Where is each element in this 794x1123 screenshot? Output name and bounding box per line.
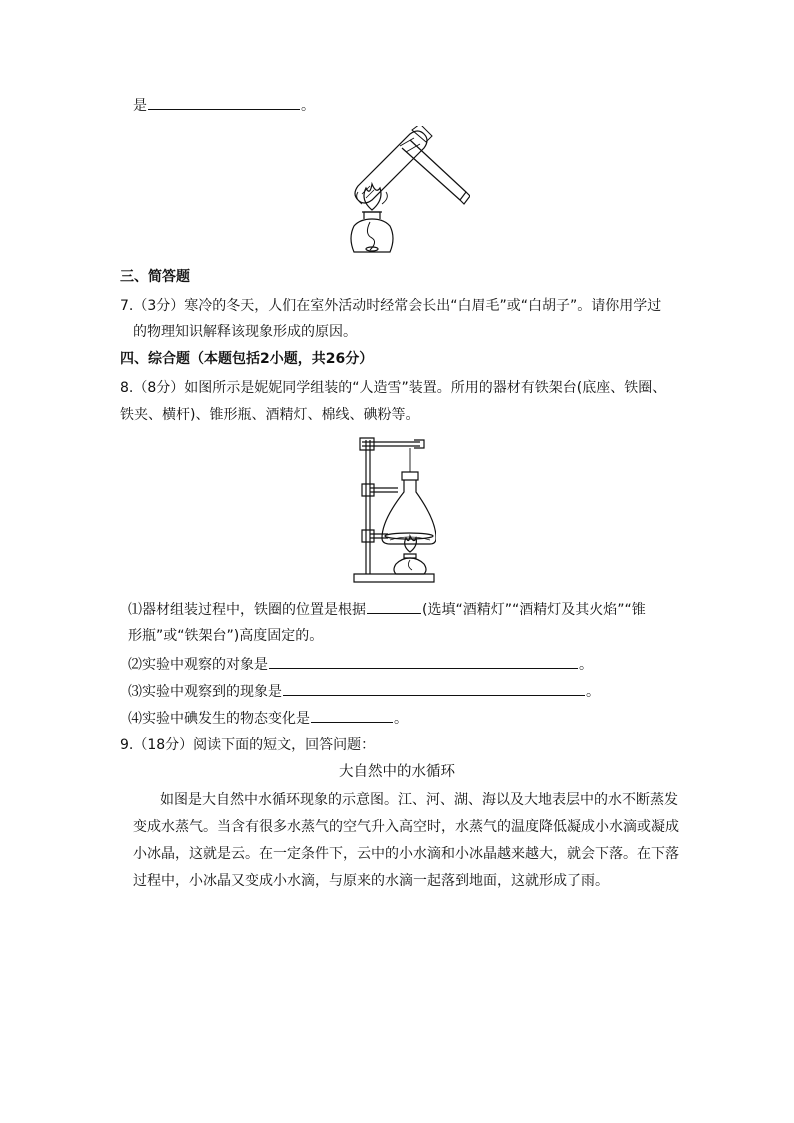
q8-sub3-text: ⑶实验中观察到的现象是: [128, 684, 282, 700]
section-3-heading: 三、简答题: [120, 269, 190, 285]
artificial-snow-apparatus-figure: [352, 434, 436, 586]
q8-sub1-line-2: 形瓶”或“铁架台”)高度固定的。: [128, 628, 324, 644]
q8-line-2: 铁夹、横杆)、锥形瓶、酒精灯、棉线、碘粉等。: [120, 407, 420, 423]
q7-line-1: 7.（3分）寒冷的冬天，人们在室外活动时经常会长出“白眉毛”或“白胡子”。请你用学过: [120, 298, 662, 314]
q8-line-1: 8.（8分）如图所示是妮妮同学组装的“人造雪”装置。所用的器材有铁架台(底座、铁圈、: [120, 380, 667, 396]
q8-sub3-suffix: 。: [586, 684, 600, 700]
q9-paragraph-line-1: 如图是大自然中水循环现象的示意图。江、河、湖、海以及大地表层中的水不断蒸发: [160, 792, 678, 808]
q8-sub4-text: ⑷实验中碘发生的物态变化是: [128, 711, 310, 727]
q8-sub1-blank[interactable]: [367, 599, 421, 614]
q6-prefix: 是: [133, 98, 147, 114]
q7-line-2: 的物理知识解释该现象形成的原因。: [133, 324, 357, 340]
q8-sub2-line: [128, 654, 593, 675]
q6-answer-line: [133, 95, 315, 116]
q8-sub2-suffix: 。: [579, 657, 593, 673]
test-tube-heating-figure: [340, 126, 470, 258]
q6-blank[interactable]: [148, 95, 300, 110]
q9-line-1: 9.（18分）阅读下面的短文，回答问题：: [120, 737, 376, 753]
q8-sub2-text: ⑵实验中观察的对象是: [128, 657, 268, 673]
q8-sub4-line: [128, 708, 408, 729]
q9-paragraph-line-3: 小冰晶，这就是云。在一定条件下，云中的小水滴和小冰晶越来越大，就会下落。在下落: [133, 846, 679, 862]
q8-sub2-blank[interactable]: [269, 654, 578, 669]
q8-sub1-text-a: ⑴器材组装过程中，铁圈的位置是根据: [128, 602, 366, 618]
q9-paragraph-line-4: 过程中，小冰晶又变成小水滴，与原来的水滴一起落到地面，这就形成了雨。: [133, 873, 609, 889]
section-4-heading: 四、综合题（本题包括2小题，共26分）: [120, 351, 374, 367]
q8-sub1-text-b: (选填“酒精灯”“酒精灯及其火焰”“锥: [422, 602, 646, 618]
q8-sub3-line: [128, 681, 600, 702]
q8-sub4-blank[interactable]: [311, 708, 393, 723]
q9-paragraph-line-2: 变成水蒸气。当含有很多水蒸气的空气升入高空时，水蒸气的温度降低凝成小水滴或凝成: [133, 819, 679, 835]
q9-passage-title: 大自然中的水循环: [339, 764, 455, 780]
q8-sub1-line-1: [128, 599, 646, 620]
q8-sub4-suffix: 。: [394, 711, 408, 727]
q6-suffix: 。: [301, 98, 315, 114]
q8-sub3-blank[interactable]: [283, 681, 585, 696]
